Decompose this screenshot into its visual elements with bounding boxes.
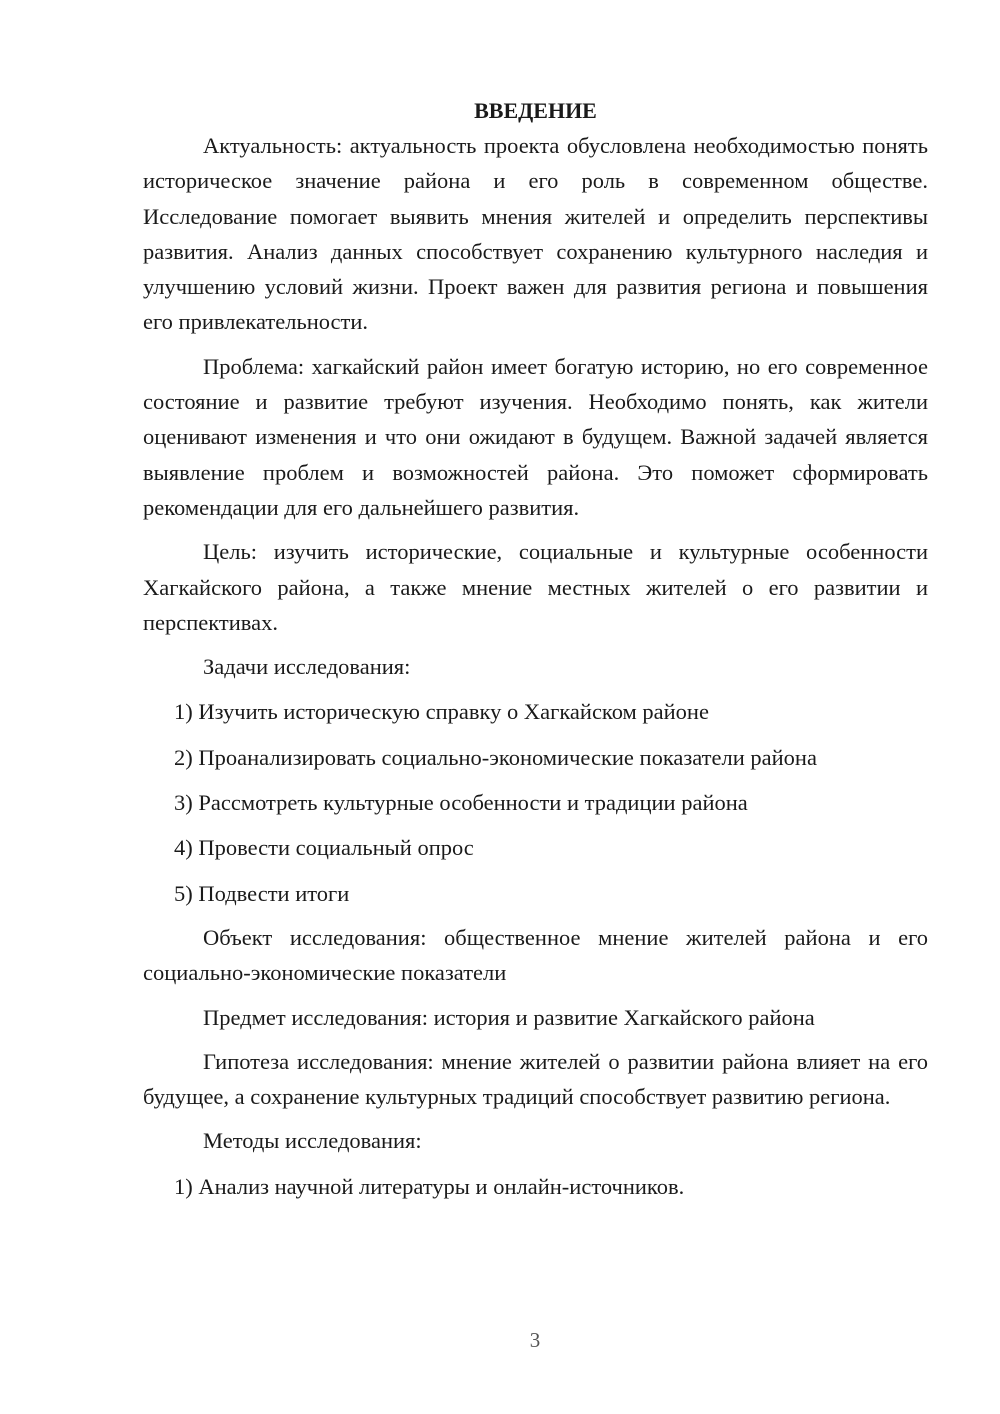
document-page (143, 93, 928, 1204)
problem-paragraph: Проблема: хагкайский район имеет богатую историю, но его современное состояние и развитие требуют изучения. Необходимо понять, как жители оценивают изменения и что они ожидают в будущем. Важной задачей является выявление проблем и возможностей района. Это поможет сформировать рекомендации для его дальнейшего развития. (143, 353, 928, 520)
goal-paragraph: Цель: изучить исторические, социальные и культурные особенности Хагкайского района, а также мнение местных жителей о его развитии и перспективах. (143, 539, 928, 635)
task-item-3: 3) Рассмотреть культурные особенности и традиции района (174, 790, 748, 816)
task-item-1: 1) Изучить историческую справку о Хагкайском районе (174, 699, 709, 725)
object-paragraph: Объект исследования: общественное мнение жителей района и его социально-экономические показатели (143, 924, 928, 986)
hypothesis-paragraph: Гипотеза исследования: мнение жителей о развитии района влияет на его будущее, а сохранение культурных традиций способствует развитию региона. (143, 1048, 928, 1110)
methods-heading: Методы исследования: (203, 1128, 422, 1154)
method-item-1: 1) Анализ научной литературы и онлайн-источников. (174, 1173, 685, 1199)
page-number: 3 (529, 1328, 541, 1352)
section-title: ВВЕДЕНИЕ (474, 98, 597, 123)
subject-paragraph: Предмет исследования: история и развитие Хагкайского района (203, 1004, 815, 1030)
task-item-2: 2) Проанализировать социально-экономические показатели района (174, 744, 817, 770)
task-item-4: 4) Провести социальный опрос (174, 835, 474, 861)
relevance-paragraph: Актуальность: актуальность проекта обусловлена необходимостью понять историческое значение района и его роль в современном обществе. Исследование помогает выявить мнения жителей и определить перспективы развития. Анализ данных способствует сохранению культурного наследия и улучшению условий жизни. Проект важен для развития региона и повышения его привлекательности. (143, 133, 928, 335)
tasks-heading: Задачи исследования: (203, 654, 411, 680)
task-item-5: 5) Подвести итоги (174, 880, 350, 906)
